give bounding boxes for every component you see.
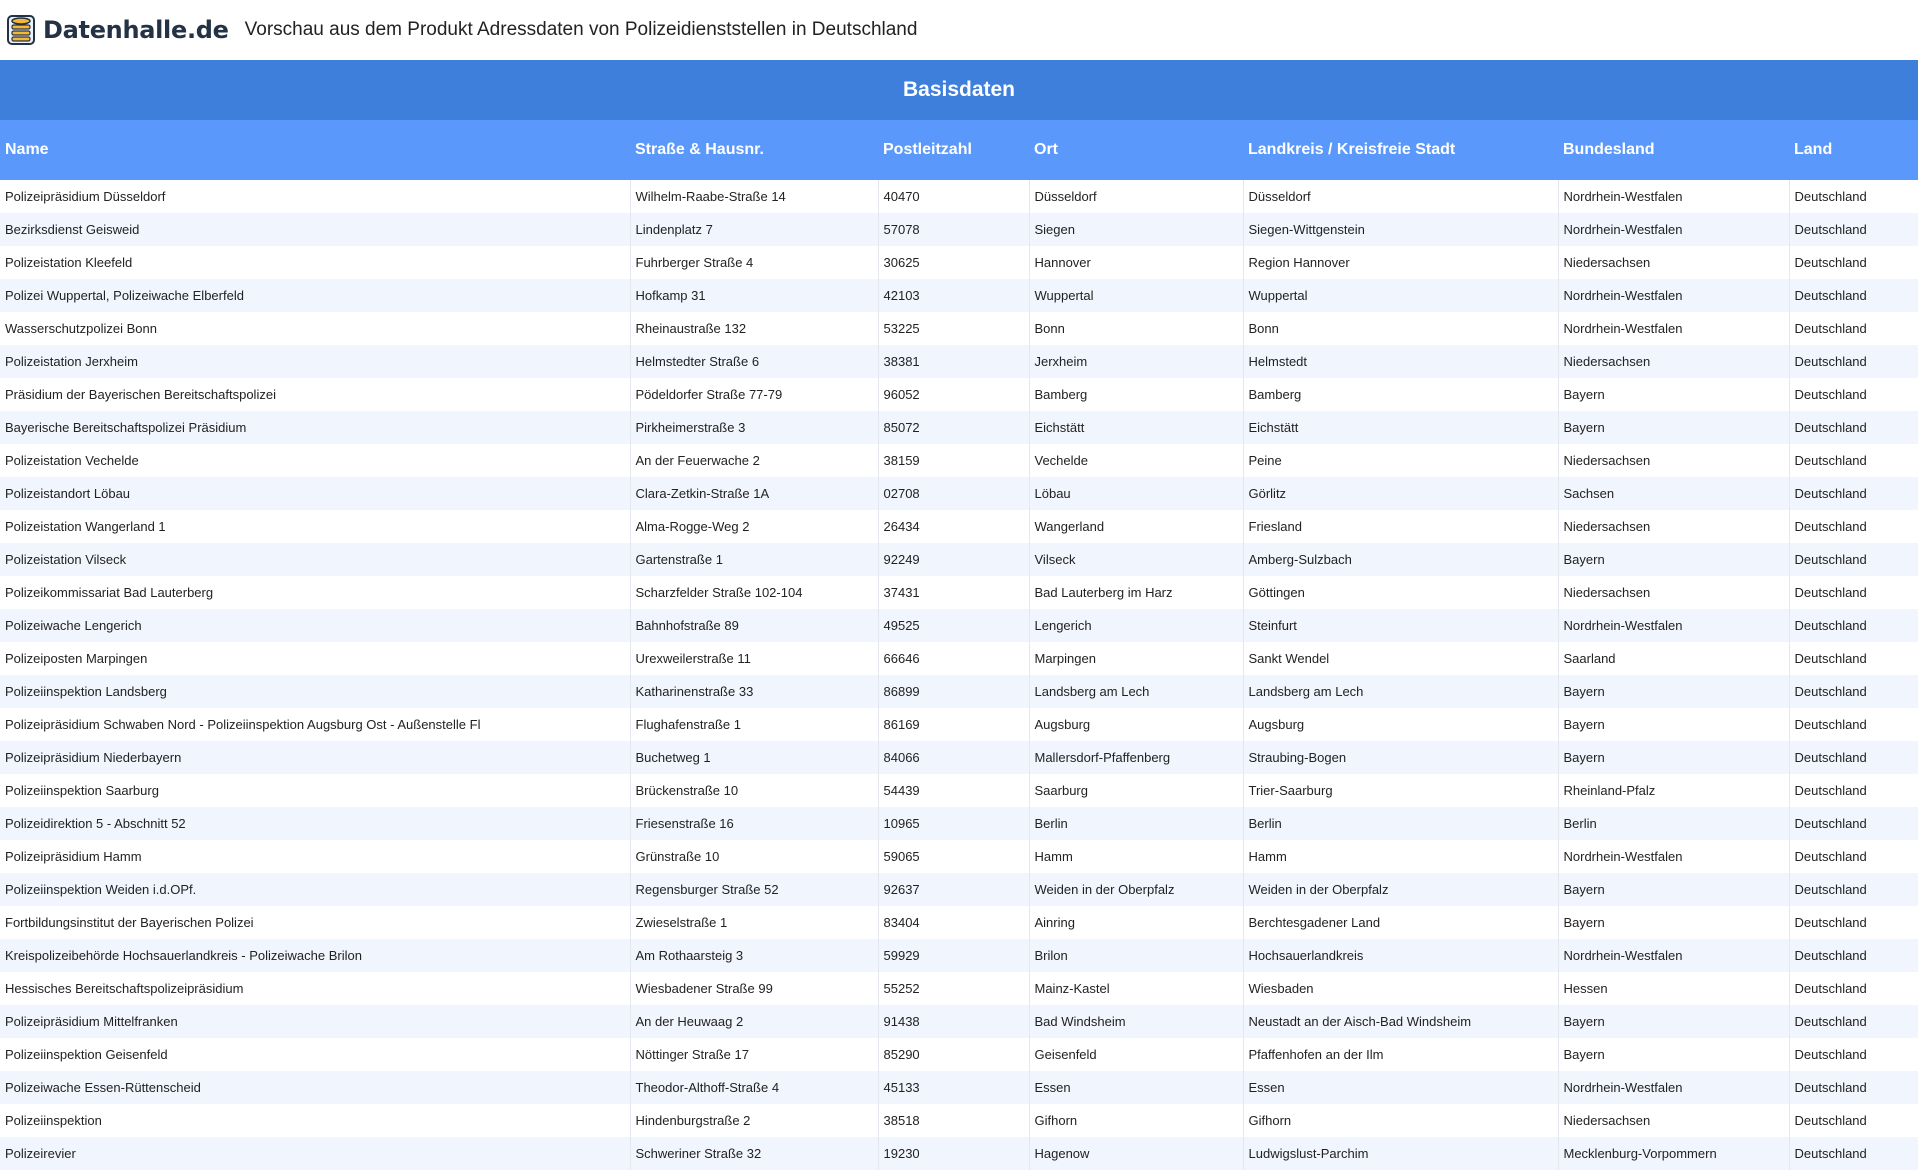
cell-district: Neustadt an der Aisch-Bad Windsheim xyxy=(1243,1005,1558,1038)
cell-country: Deutschland xyxy=(1789,609,1918,642)
cell-street: Fuhrberger Straße 4 xyxy=(630,246,878,279)
cell-country: Deutschland xyxy=(1789,906,1918,939)
cell-street: Pödeldorfer Straße 77-79 xyxy=(630,378,878,411)
cell-district: Pfaffenhofen an der Ilm xyxy=(1243,1038,1558,1071)
cell-district: Hamm xyxy=(1243,840,1558,873)
cell-state: Bayern xyxy=(1558,1038,1789,1071)
cell-city: Lengerich xyxy=(1029,609,1243,642)
cell-postal-code: 02708 xyxy=(878,477,1029,510)
table-row[interactable] xyxy=(0,543,1918,576)
cell-street: Lindenplatz 7 xyxy=(630,213,878,246)
cell-district: Bonn xyxy=(1243,312,1558,345)
cell-country: Deutschland xyxy=(1789,477,1918,510)
cell-name: Fortbildungsinstitut der Bayerischen Polizei xyxy=(0,906,630,939)
cell-name: Polizeidirektion 5 - Abschnitt 52 xyxy=(0,807,630,840)
cell-country: Deutschland xyxy=(1789,972,1918,1005)
cell-street: Gartenstraße 1 xyxy=(630,543,878,576)
cell-postal-code: 49525 xyxy=(878,609,1029,642)
cell-name: Polizeipräsidium Niederbayern xyxy=(0,741,630,774)
table-row[interactable] xyxy=(0,576,1918,609)
cell-name: Hessisches Bereitschaftspolizeipräsidium xyxy=(0,972,630,1005)
cell-district: Friesland xyxy=(1243,510,1558,543)
cell-postal-code: 83404 xyxy=(878,906,1029,939)
cell-postal-code: 54439 xyxy=(878,774,1029,807)
cell-city: Bamberg xyxy=(1029,378,1243,411)
cell-city: Weiden in der Oberpfalz xyxy=(1029,873,1243,906)
cell-street: Rheinaustraße 132 xyxy=(630,312,878,345)
table-row[interactable] xyxy=(0,1071,1918,1104)
cell-city: Wuppertal xyxy=(1029,279,1243,312)
cell-street: An der Feuerwache 2 xyxy=(630,444,878,477)
cell-district: Trier-Saarburg xyxy=(1243,774,1558,807)
cell-state: Nordrhein-Westfalen xyxy=(1558,312,1789,345)
top-bar xyxy=(0,0,1920,60)
column-header-state[interactable]: Bundesland xyxy=(1558,120,1789,180)
cell-name: Polizeiwache Essen-Rüttenscheid xyxy=(0,1071,630,1104)
cell-district: Hochsauerlandkreis xyxy=(1243,939,1558,972)
cell-state: Bayern xyxy=(1558,741,1789,774)
column-header-country[interactable]: Land xyxy=(1789,120,1918,180)
cell-district: Gifhorn xyxy=(1243,1104,1558,1137)
cell-city: Löbau xyxy=(1029,477,1243,510)
cell-state: Niedersachsen xyxy=(1558,444,1789,477)
cell-state: Nordrhein-Westfalen xyxy=(1558,279,1789,312)
cell-state: Niedersachsen xyxy=(1558,345,1789,378)
cell-street: Theodor-Althoff-Straße 4 xyxy=(630,1071,878,1104)
cell-postal-code: 55252 xyxy=(878,972,1029,1005)
cell-country: Deutschland xyxy=(1789,246,1918,279)
cell-name: Polizeiinspektion xyxy=(0,1104,630,1137)
table-row[interactable] xyxy=(0,1005,1918,1038)
section-header: Basisdaten xyxy=(0,60,1918,120)
column-header-name[interactable]: Name xyxy=(0,120,630,180)
cell-state: Niedersachsen xyxy=(1558,576,1789,609)
table-row[interactable] xyxy=(0,312,1918,345)
cell-city: Vilseck xyxy=(1029,543,1243,576)
table-row[interactable] xyxy=(0,411,1918,444)
cell-street: Helmstedter Straße 6 xyxy=(630,345,878,378)
cell-city: Landsberg am Lech xyxy=(1029,675,1243,708)
cell-country: Deutschland xyxy=(1789,411,1918,444)
cell-country: Deutschland xyxy=(1789,807,1918,840)
cell-country: Deutschland xyxy=(1789,543,1918,576)
database-logo-icon xyxy=(5,13,39,47)
cell-postal-code: 10965 xyxy=(878,807,1029,840)
cell-postal-code: 92637 xyxy=(878,873,1029,906)
cell-state: Nordrhein-Westfalen xyxy=(1558,939,1789,972)
cell-postal-code: 85290 xyxy=(878,1038,1029,1071)
cell-city: Hagenow xyxy=(1029,1137,1243,1170)
table-row[interactable] xyxy=(0,1137,1918,1170)
cell-name: Polizeiposten Marpingen xyxy=(0,642,630,675)
cell-state: Bayern xyxy=(1558,411,1789,444)
cell-postal-code: 59065 xyxy=(878,840,1029,873)
cell-street: Grünstraße 10 xyxy=(630,840,878,873)
cell-district: Peine xyxy=(1243,444,1558,477)
table-row[interactable] xyxy=(0,477,1918,510)
table-row[interactable] xyxy=(0,246,1918,279)
cell-country: Deutschland xyxy=(1789,1137,1918,1170)
cell-city: Gifhorn xyxy=(1029,1104,1243,1137)
table-row[interactable] xyxy=(0,1038,1918,1071)
cell-name: Polizeistation Wangerland 1 xyxy=(0,510,630,543)
cell-name: Polizeiinspektion Landsberg xyxy=(0,675,630,708)
cell-postal-code: 57078 xyxy=(878,213,1029,246)
cell-district: Helmstedt xyxy=(1243,345,1558,378)
cell-street: Hindenburgstraße 2 xyxy=(630,1104,878,1137)
cell-city: Düsseldorf xyxy=(1029,180,1243,213)
cell-postal-code: 96052 xyxy=(878,378,1029,411)
cell-name: Polizeistation Vechelde xyxy=(0,444,630,477)
table-row[interactable] xyxy=(0,807,1918,840)
cell-state: Niedersachsen xyxy=(1558,246,1789,279)
cell-city: Brilon xyxy=(1029,939,1243,972)
cell-country: Deutschland xyxy=(1789,675,1918,708)
header-row xyxy=(0,120,1918,180)
cell-district: Landsberg am Lech xyxy=(1243,675,1558,708)
cell-city: Marpingen xyxy=(1029,642,1243,675)
cell-country: Deutschland xyxy=(1789,1005,1918,1038)
cell-district: Görlitz xyxy=(1243,477,1558,510)
cell-postal-code: 84066 xyxy=(878,741,1029,774)
cell-name: Bezirksdienst Geisweid xyxy=(0,213,630,246)
cell-district: Wiesbaden xyxy=(1243,972,1558,1005)
cell-street: Zwieselstraße 1 xyxy=(630,906,878,939)
cell-state: Bayern xyxy=(1558,543,1789,576)
table-row[interactable] xyxy=(0,444,1918,477)
cell-street: Alma-Rogge-Weg 2 xyxy=(630,510,878,543)
table-row[interactable] xyxy=(0,972,1918,1005)
column-header-postal-code[interactable]: Postleitzahl xyxy=(878,120,1029,180)
cell-city: Bad Windsheim xyxy=(1029,1005,1243,1038)
cell-name: Polizeipräsidium Mittelfranken xyxy=(0,1005,630,1038)
cell-state: Hessen xyxy=(1558,972,1789,1005)
cell-country: Deutschland xyxy=(1789,444,1918,477)
cell-postal-code: 91438 xyxy=(878,1005,1029,1038)
cell-city: Hamm xyxy=(1029,840,1243,873)
cell-postal-code: 59929 xyxy=(878,939,1029,972)
cell-postal-code: 86169 xyxy=(878,708,1029,741)
cell-district: Eichstätt xyxy=(1243,411,1558,444)
cell-name: Polizeistation Jerxheim xyxy=(0,345,630,378)
cell-postal-code: 42103 xyxy=(878,279,1029,312)
cell-street: Wiesbadener Straße 99 xyxy=(630,972,878,1005)
cell-country: Deutschland xyxy=(1789,345,1918,378)
cell-city: Eichstätt xyxy=(1029,411,1243,444)
cell-country: Deutschland xyxy=(1789,774,1918,807)
cell-street: Pirkheimerstraße 3 xyxy=(630,411,878,444)
cell-state: Niedersachsen xyxy=(1558,1104,1789,1137)
table-body xyxy=(0,180,1918,1170)
cell-district: Augsburg xyxy=(1243,708,1558,741)
cell-district: Düsseldorf xyxy=(1243,180,1558,213)
table-row[interactable] xyxy=(0,642,1918,675)
cell-name: Polizeiinspektion Geisenfeld xyxy=(0,1038,630,1071)
cell-state: Saarland xyxy=(1558,642,1789,675)
cell-state: Nordrhein-Westfalen xyxy=(1558,609,1789,642)
cell-state: Nordrhein-Westfalen xyxy=(1558,1071,1789,1104)
cell-district: Berlin xyxy=(1243,807,1558,840)
cell-country: Deutschland xyxy=(1789,576,1918,609)
table-row[interactable] xyxy=(0,774,1918,807)
cell-state: Bayern xyxy=(1558,873,1789,906)
table-row[interactable] xyxy=(0,279,1918,312)
cell-state: Mecklenburg-Vorpommern xyxy=(1558,1137,1789,1170)
cell-state: Niedersachsen xyxy=(1558,510,1789,543)
cell-name: Polizei Wuppertal, Polizeiwache Elberfeld xyxy=(0,279,630,312)
cell-district: Weiden in der Oberpfalz xyxy=(1243,873,1558,906)
cell-district: Steinfurt xyxy=(1243,609,1558,642)
cell-postal-code: 38381 xyxy=(878,345,1029,378)
cell-district: Siegen-Wittgenstein xyxy=(1243,213,1558,246)
table-row[interactable] xyxy=(0,708,1918,741)
cell-city: Essen xyxy=(1029,1071,1243,1104)
cell-state: Berlin xyxy=(1558,807,1789,840)
cell-country: Deutschland xyxy=(1789,708,1918,741)
cell-city: Geisenfeld xyxy=(1029,1038,1243,1071)
data-table xyxy=(0,120,1918,1170)
table-row[interactable] xyxy=(0,1104,1918,1137)
table-row[interactable] xyxy=(0,510,1918,543)
cell-street: Nöttinger Straße 17 xyxy=(630,1038,878,1071)
cell-postal-code: 26434 xyxy=(878,510,1029,543)
cell-street: Am Rothaarsteig 3 xyxy=(630,939,878,972)
cell-postal-code: 40470 xyxy=(878,180,1029,213)
cell-postal-code: 66646 xyxy=(878,642,1029,675)
cell-country: Deutschland xyxy=(1789,510,1918,543)
cell-country: Deutschland xyxy=(1789,180,1918,213)
table-row[interactable] xyxy=(0,675,1918,708)
table-row[interactable] xyxy=(0,213,1918,246)
table-row[interactable] xyxy=(0,840,1918,873)
cell-city: Bonn xyxy=(1029,312,1243,345)
cell-city: Ainring xyxy=(1029,906,1243,939)
cell-postal-code: 37431 xyxy=(878,576,1029,609)
cell-city: Saarburg xyxy=(1029,774,1243,807)
data-table-container xyxy=(0,60,1918,1170)
cell-district: Straubing-Bogen xyxy=(1243,741,1558,774)
cell-name: Polizeipräsidium Schwaben Nord - Polizeiinspektion Augsburg Ost - Außenstelle Fl xyxy=(0,708,630,741)
cell-name: Polizeistandort Löbau xyxy=(0,477,630,510)
cell-state: Nordrhein-Westfalen xyxy=(1558,180,1789,213)
cell-street: Brückenstraße 10 xyxy=(630,774,878,807)
cell-district: Bamberg xyxy=(1243,378,1558,411)
cell-city: Siegen xyxy=(1029,213,1243,246)
cell-postal-code: 38518 xyxy=(878,1104,1029,1137)
table-row[interactable] xyxy=(0,741,1918,774)
cell-street: Schweriner Straße 32 xyxy=(630,1137,878,1170)
cell-district: Amberg-Sulzbach xyxy=(1243,543,1558,576)
cell-city: Mainz-Kastel xyxy=(1029,972,1243,1005)
cell-country: Deutschland xyxy=(1789,642,1918,675)
cell-name: Polizeipräsidium Düsseldorf xyxy=(0,180,630,213)
cell-name: Bayerische Bereitschaftspolizei Präsidium xyxy=(0,411,630,444)
cell-postal-code: 45133 xyxy=(878,1071,1029,1104)
brand-logo[interactable] xyxy=(5,13,229,47)
cell-postal-code: 85072 xyxy=(878,411,1029,444)
table-row[interactable] xyxy=(0,906,1918,939)
cell-country: Deutschland xyxy=(1789,312,1918,345)
cell-city: Jerxheim xyxy=(1029,345,1243,378)
cell-postal-code: 92249 xyxy=(878,543,1029,576)
cell-country: Deutschland xyxy=(1789,1038,1918,1071)
page-title: Vorschau aus dem Produkt Adressdaten von Polizeidienststellen in Deutschland xyxy=(244,19,918,40)
cell-city: Wangerland xyxy=(1029,510,1243,543)
cell-name: Polizeistation Vilseck xyxy=(0,543,630,576)
cell-state: Bayern xyxy=(1558,1005,1789,1038)
table-row[interactable] xyxy=(0,345,1918,378)
column-header-city[interactable]: Ort xyxy=(1029,120,1243,180)
cell-name: Präsidium der Bayerischen Bereitschaftspolizei xyxy=(0,378,630,411)
brand-name: Datenhalle.de xyxy=(43,16,229,44)
table-row[interactable] xyxy=(0,609,1918,642)
cell-country: Deutschland xyxy=(1789,279,1918,312)
column-header-street[interactable]: Straße & Hausnr. xyxy=(630,120,878,180)
cell-street: Urexweilerstraße 11 xyxy=(630,642,878,675)
cell-city: Berlin xyxy=(1029,807,1243,840)
cell-name: Wasserschutzpolizei Bonn xyxy=(0,312,630,345)
cell-state: Bayern xyxy=(1558,708,1789,741)
cell-district: Sankt Wendel xyxy=(1243,642,1558,675)
cell-country: Deutschland xyxy=(1789,378,1918,411)
cell-state: Bayern xyxy=(1558,378,1789,411)
cell-street: Bahnhofstraße 89 xyxy=(630,609,878,642)
cell-city: Hannover xyxy=(1029,246,1243,279)
cell-district: Region Hannover xyxy=(1243,246,1558,279)
cell-street: Buchetweg 1 xyxy=(630,741,878,774)
cell-name: Polizeiwache Lengerich xyxy=(0,609,630,642)
cell-country: Deutschland xyxy=(1789,213,1918,246)
cell-name: Polizeiinspektion Weiden i.d.OPf. xyxy=(0,873,630,906)
cell-state: Nordrhein-Westfalen xyxy=(1558,213,1789,246)
cell-street: Hofkamp 31 xyxy=(630,279,878,312)
cell-street: Regensburger Straße 52 xyxy=(630,873,878,906)
cell-city: Augsburg xyxy=(1029,708,1243,741)
cell-state: Rheinland-Pfalz xyxy=(1558,774,1789,807)
cell-country: Deutschland xyxy=(1789,741,1918,774)
cell-street: Katharinenstraße 33 xyxy=(630,675,878,708)
cell-name: Polizeistation Kleefeld xyxy=(0,246,630,279)
cell-country: Deutschland xyxy=(1789,840,1918,873)
cell-district: Wuppertal xyxy=(1243,279,1558,312)
table-row[interactable] xyxy=(0,873,1918,906)
column-header-district[interactable]: Landkreis / Kreisfreie Stadt xyxy=(1243,120,1558,180)
cell-district: Berchtesgadener Land xyxy=(1243,906,1558,939)
cell-name: Polizeipräsidium Hamm xyxy=(0,840,630,873)
cell-district: Essen xyxy=(1243,1071,1558,1104)
cell-street: Scharzfelder Straße 102-104 xyxy=(630,576,878,609)
cell-postal-code: 19230 xyxy=(878,1137,1029,1170)
cell-country: Deutschland xyxy=(1789,873,1918,906)
cell-state: Bayern xyxy=(1558,906,1789,939)
cell-country: Deutschland xyxy=(1789,939,1918,972)
cell-name: Kreispolizeibehörde Hochsauerlandkreis - Polizeiwache Brilon xyxy=(0,939,630,972)
cell-postal-code: 30625 xyxy=(878,246,1029,279)
cell-city: Vechelde xyxy=(1029,444,1243,477)
cell-name: Polizeikommissariat Bad Lauterberg xyxy=(0,576,630,609)
table-row[interactable] xyxy=(0,180,1918,213)
cell-postal-code: 38159 xyxy=(878,444,1029,477)
cell-name: Polizeiinspektion Saarburg xyxy=(0,774,630,807)
cell-street: An der Heuwaag 2 xyxy=(630,1005,878,1038)
cell-postal-code: 53225 xyxy=(878,312,1029,345)
cell-street: Clara-Zetkin-Straße 1A xyxy=(630,477,878,510)
cell-state: Sachsen xyxy=(1558,477,1789,510)
cell-city: Mallersdorf-Pfaffenberg xyxy=(1029,741,1243,774)
cell-street: Friesenstraße 16 xyxy=(630,807,878,840)
table-row[interactable] xyxy=(0,939,1918,972)
cell-street: Flughafenstraße 1 xyxy=(630,708,878,741)
cell-country: Deutschland xyxy=(1789,1071,1918,1104)
cell-name: Polizeirevier xyxy=(0,1137,630,1170)
cell-postal-code: 86899 xyxy=(878,675,1029,708)
cell-street: Wilhelm-Raabe-Straße 14 xyxy=(630,180,878,213)
cell-country: Deutschland xyxy=(1789,1104,1918,1137)
cell-state: Bayern xyxy=(1558,675,1789,708)
cell-district: Ludwigslust-Parchim xyxy=(1243,1137,1558,1170)
cell-state: Nordrhein-Westfalen xyxy=(1558,840,1789,873)
cell-city: Bad Lauterberg im Harz xyxy=(1029,576,1243,609)
table-row[interactable] xyxy=(0,378,1918,411)
cell-district: Göttingen xyxy=(1243,576,1558,609)
